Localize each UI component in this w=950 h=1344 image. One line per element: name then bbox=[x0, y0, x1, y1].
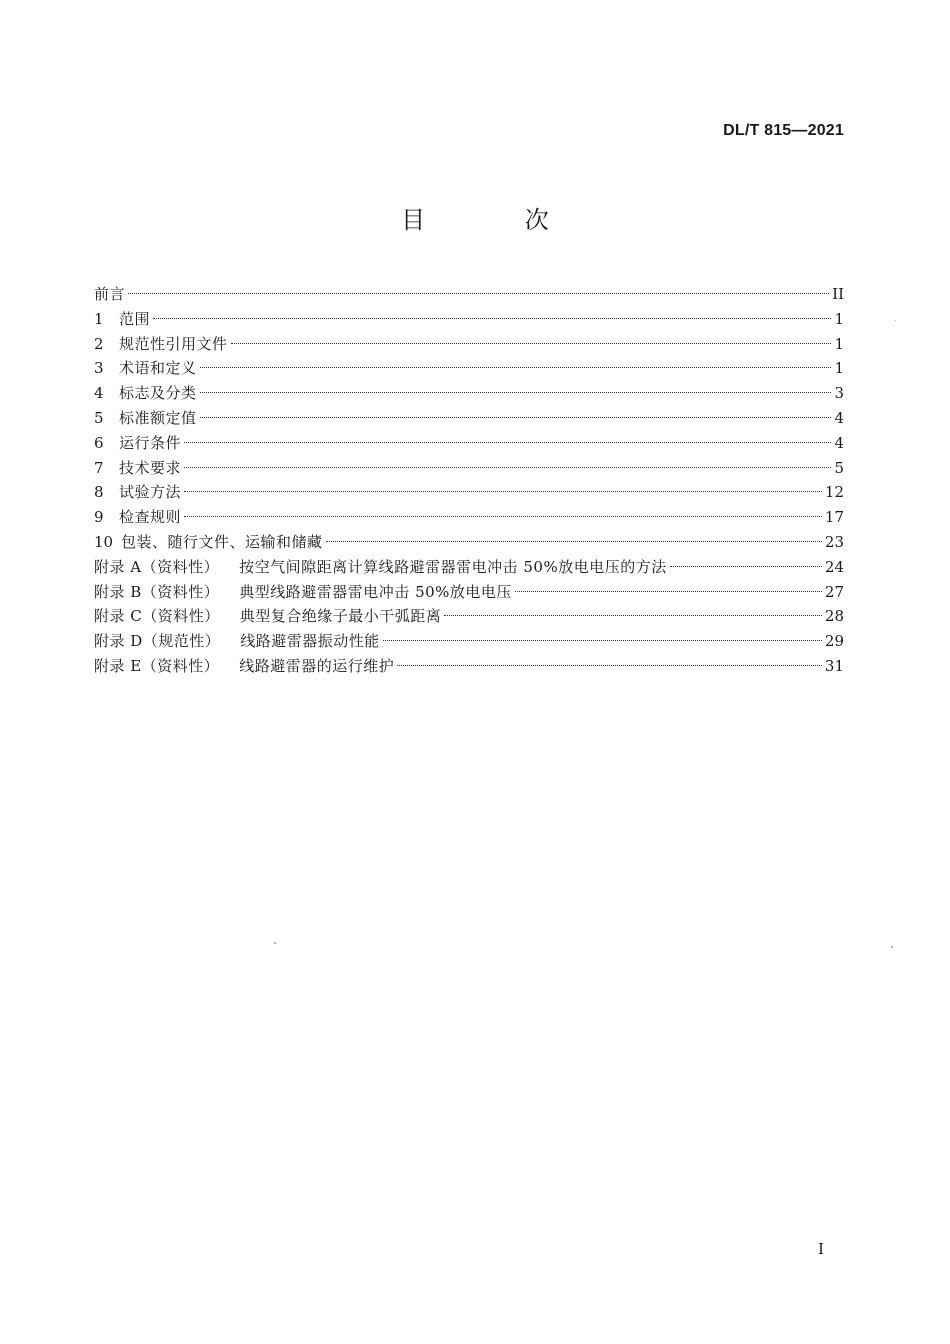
toc-entry-label: 包装、随行文件、运输和储藏 bbox=[121, 532, 323, 551]
scan-speck bbox=[274, 942, 276, 944]
toc-entry-6[interactable] bbox=[94, 431, 844, 456]
toc-entry-number: 10 bbox=[94, 532, 114, 551]
toc-entry-page: 4 bbox=[834, 408, 844, 427]
toc-entry-page: 1 bbox=[834, 309, 844, 328]
page-number: I bbox=[818, 1240, 824, 1258]
toc-entry-annex-d[interactable] bbox=[94, 629, 844, 654]
leader-dots bbox=[326, 541, 822, 542]
toc-entry-8[interactable] bbox=[94, 480, 844, 505]
toc-entry-number: 8 bbox=[94, 483, 104, 502]
toc-entry-label: 术语和定义 bbox=[119, 359, 197, 378]
toc-entry-page: 17 bbox=[824, 508, 844, 527]
toc-entry-page: 3 bbox=[834, 384, 844, 403]
leader-dots bbox=[200, 367, 832, 368]
scan-speck bbox=[895, 320, 896, 321]
toc-entry-page: 1 bbox=[834, 334, 844, 353]
scan-speck bbox=[891, 946, 893, 948]
toc-entry-page: 23 bbox=[824, 532, 844, 551]
toc-entry-annex-b[interactable] bbox=[94, 580, 844, 605]
toc-annex-label: 附录 A（资料性） bbox=[94, 557, 220, 576]
leader-dots bbox=[515, 591, 822, 592]
toc-entry-label: 标准额定值 bbox=[119, 408, 197, 427]
document-code: DL/T 815—2021 bbox=[723, 122, 844, 139]
toc-annex-title: 典型复合绝缘子最小干弧距离 bbox=[239, 607, 442, 626]
leader-dots bbox=[128, 293, 829, 294]
toc-entry-5[interactable] bbox=[94, 406, 844, 431]
toc-entry-label: 规范性引用文件 bbox=[119, 334, 228, 353]
toc-entry-1[interactable] bbox=[94, 307, 844, 332]
toc-entry-page: 29 bbox=[824, 632, 844, 651]
toc-entry-number: 5 bbox=[94, 408, 104, 427]
toc-entry-page: 4 bbox=[834, 433, 844, 452]
toc-entry-page: 28 bbox=[824, 607, 844, 626]
leader-dots bbox=[184, 491, 822, 492]
toc-annex-title: 典型线路避雷器雷电冲击 50%放电电压 bbox=[239, 582, 512, 601]
toc-entry-annex-c[interactable] bbox=[94, 604, 844, 629]
toc-entry-foreword[interactable] bbox=[94, 282, 844, 307]
toc-entry-label: 检查规则 bbox=[119, 508, 182, 527]
leader-dots bbox=[184, 442, 831, 443]
toc-entry-label: 标志及分类 bbox=[119, 384, 197, 403]
toc-entry-page: 24 bbox=[824, 557, 844, 576]
toc-entry-number: 7 bbox=[94, 458, 104, 477]
toc-entry-label: 技术要求 bbox=[119, 458, 182, 477]
toc-entry-number: 2 bbox=[94, 334, 104, 353]
toc-entry-annex-a[interactable] bbox=[94, 555, 844, 580]
toc-title: 目 次 bbox=[401, 206, 595, 234]
toc-entry-page: 31 bbox=[824, 656, 844, 675]
leader-dots bbox=[200, 392, 832, 393]
toc-entry-page: 1 bbox=[834, 359, 844, 378]
toc-entry-2[interactable] bbox=[94, 332, 844, 357]
leader-dots bbox=[383, 640, 822, 641]
leader-dots bbox=[670, 566, 822, 567]
toc-entry-page: II bbox=[832, 285, 844, 303]
toc-entry-page: 12 bbox=[824, 483, 844, 502]
toc-annex-title: 按空气间隙距离计算线路避雷器雷电冲击 50%放电电压的方法 bbox=[239, 557, 667, 576]
toc-entry-number: 3 bbox=[94, 359, 104, 378]
toc-entry-page: 27 bbox=[824, 582, 844, 601]
toc-entry-number: 9 bbox=[94, 508, 104, 527]
toc-entry-number: 6 bbox=[94, 433, 104, 452]
leader-dots bbox=[184, 516, 822, 517]
toc-entry-number: 4 bbox=[94, 384, 104, 403]
toc-entry-4[interactable] bbox=[94, 381, 844, 406]
toc-entry-label: 试验方法 bbox=[119, 483, 182, 502]
toc-entry-3[interactable] bbox=[94, 356, 844, 381]
toc-annex-label: 附录 D（规范性） bbox=[94, 632, 221, 651]
table-of-contents bbox=[94, 282, 844, 679]
toc-entry-annex-e[interactable] bbox=[94, 654, 844, 679]
toc-entry-10[interactable] bbox=[94, 530, 844, 555]
toc-entry-label: 前言 bbox=[94, 285, 126, 303]
leader-dots bbox=[184, 467, 831, 468]
toc-annex-label: 附录 B（资料性） bbox=[94, 582, 220, 601]
toc-annex-label: 附录 E（资料性） bbox=[94, 656, 220, 675]
toc-entry-page: 5 bbox=[834, 458, 844, 477]
leader-dots bbox=[153, 318, 831, 319]
leader-dots bbox=[231, 343, 832, 344]
toc-annex-title: 线路避雷器的运行维护 bbox=[239, 656, 395, 675]
toc-entry-7[interactable] bbox=[94, 456, 844, 481]
toc-entry-9[interactable] bbox=[94, 505, 844, 530]
leader-dots bbox=[444, 615, 822, 616]
toc-entry-label: 范围 bbox=[119, 309, 151, 328]
leader-dots bbox=[397, 665, 822, 666]
toc-annex-title: 线路避雷器振动性能 bbox=[240, 632, 380, 651]
toc-entry-number: 1 bbox=[94, 309, 104, 328]
leader-dots bbox=[200, 417, 832, 418]
toc-entry-label: 运行条件 bbox=[119, 433, 182, 452]
toc-annex-label: 附录 C（资料性） bbox=[94, 607, 220, 626]
